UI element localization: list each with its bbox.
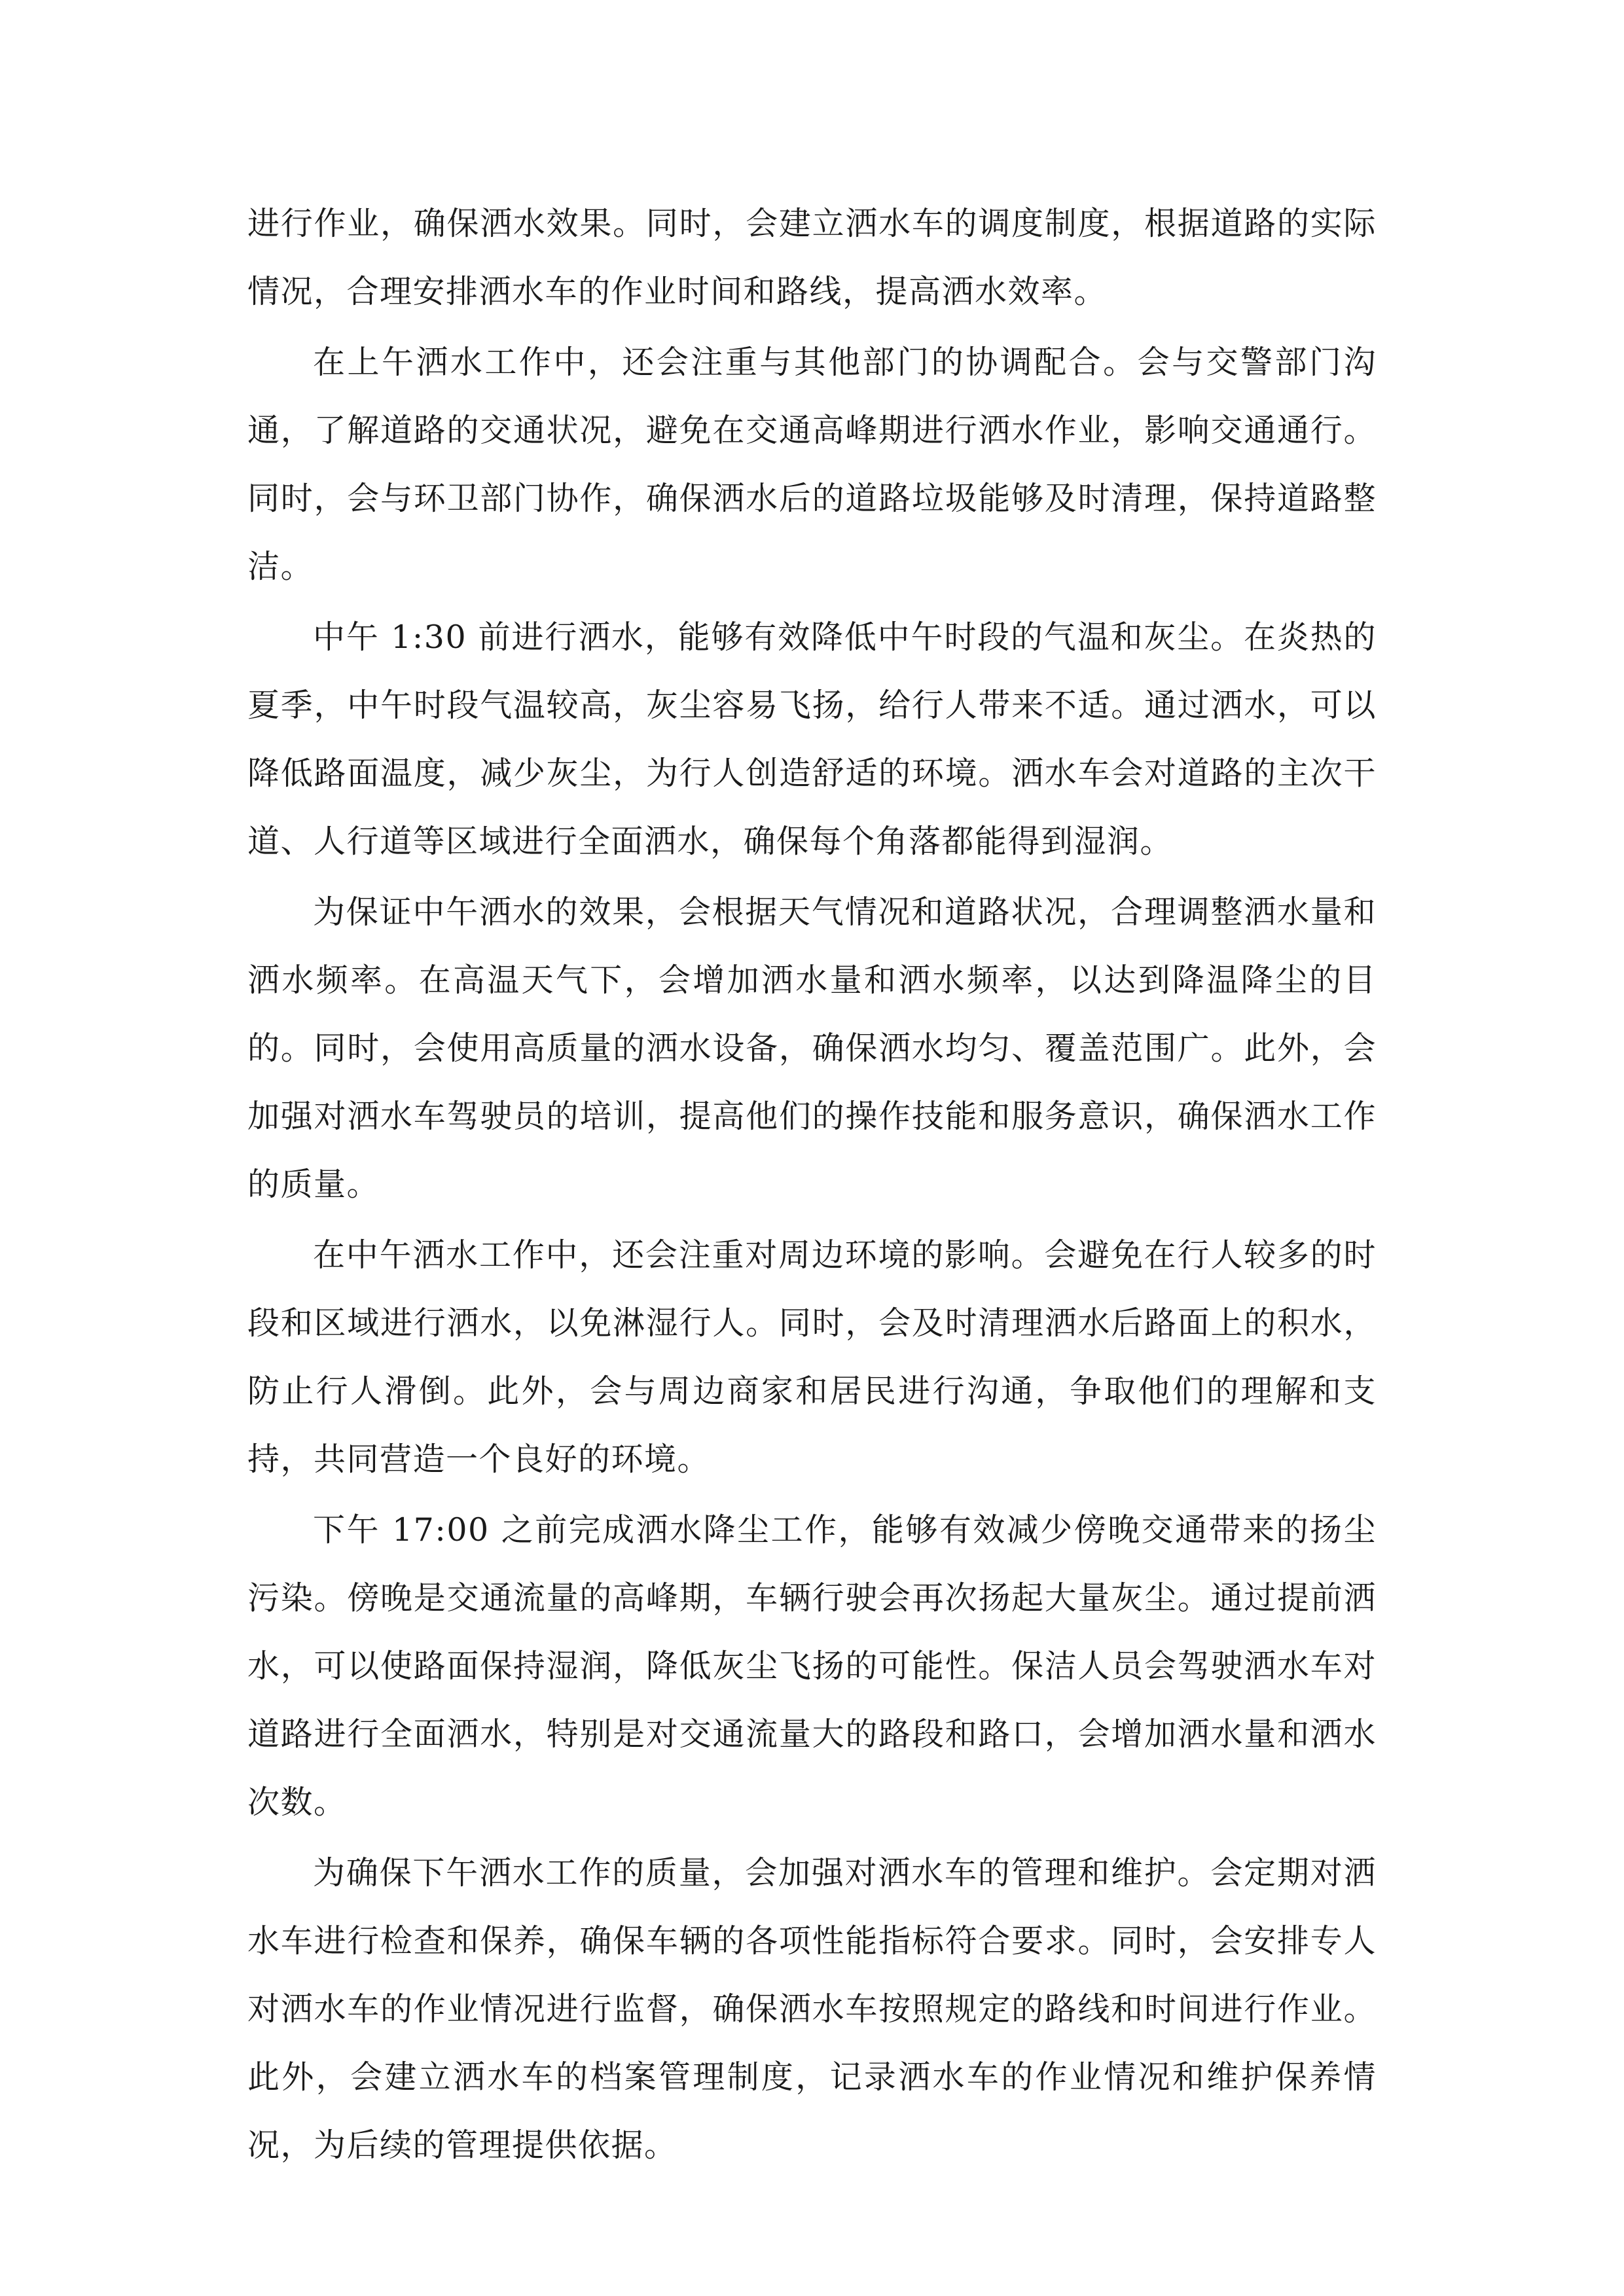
paragraph-noon-watering: 中午 1:30 前进行洒水，能够有效降低中午时段的气温和灰尘。在炎热的夏季，中午时段气温较高，灰尘容易飞扬，给行人带来不适。通过洒水，可以降低路面温度，减少灰尘，为行人创造舒适的环境。洒水车会对道路的主次干道、人行道等区域进行全面洒水，确保每个角落都能得到湿润。 xyxy=(247,619,1377,860)
paragraph-afternoon-watering: 下午 17:00 之前完成洒水降尘工作，能够有效减少傍晚交通带来的扬尘污染。傍晚是交通流量的高峰期，车辆行驶会再次扬起大量灰尘。通过提前洒水，可以使路面保持湿润，降低灰尘飞扬的可能性。保洁人员会驾驶洒水车对道路进行全面洒水，特别是对交通流量大的路段和路口，会增加洒水量和洒水次数。 xyxy=(247,1511,1377,1821)
paragraph-continuation: 进行作业，确保洒水效果。同时，会建立洒水车的调度制度，根据道路的实际情况，合理安排洒水车的作业时间和路线，提高洒水效率。 xyxy=(247,205,1377,310)
document-page xyxy=(247,190,1377,2182)
paragraph-noon-effect: 为保证中午洒水的效果，会根据天气情况和道路状况，合理调整洒水量和洒水频率。在高温天气下，会增加洒水量和洒水频率，以达到降温降尘的目的。同时，会使用高质量的洒水设备，确保洒水均匀、覆盖范围广。此外，会加强对洒水车驾驶员的培训，提高他们的操作技能和服务意识，确保洒水工作的质量。 xyxy=(247,893,1377,1203)
paragraph-morning-coordination: 在上午洒水工作中，还会注重与其他部门的协调配合。会与交警部门沟通，了解道路的交通状况，避免在交通高峰期进行洒水作业，影响交通通行。同时，会与环卫部门协作，确保洒水后的道路垃圾能够及时清理，保持道路整洁。 xyxy=(247,344,1377,585)
paragraph-afternoon-quality: 为确保下午洒水工作的质量，会加强对洒水车的管理和维护。会定期对洒水车进行检查和保养，确保车辆的各项性能指标符合要求。同时，会安排专人对洒水车的作业情况进行监督，确保洒水车按照规定的路线和时间进行作业。此外，会建立洒水车的档案管理制度，记录洒水车的作业情况和维护保养情况，为后续的管理提供依据。 xyxy=(247,1854,1377,2164)
paragraph-noon-environment: 在中午洒水工作中，还会注重对周边环境的影响。会避免在行人较多的时段和区域进行洒水，以免淋湿行人。同时，会及时清理洒水后路面上的积水，防止行人滑倒。此外，会与周边商家和居民进行沟通，争取他们的理解和支持，共同营造一个良好的环境。 xyxy=(247,1236,1377,1478)
